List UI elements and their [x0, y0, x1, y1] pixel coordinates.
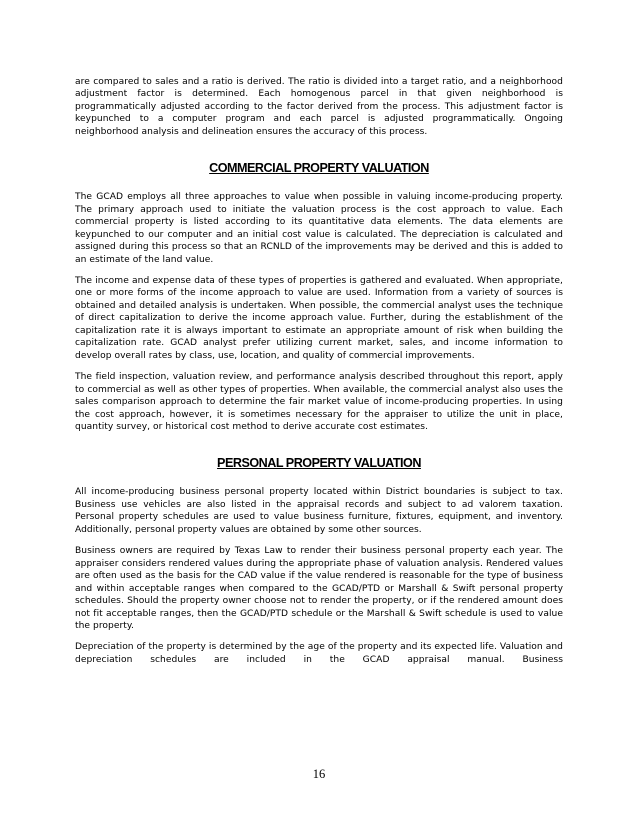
commercial-paragraph-3: The field inspection, valuation review, and performance analysis described throughout this report, apply to commercial as well as other types of properties. When available, the commercial analyst also uses the sales comparison approach to determine the fair market value of income-producing properties. In using the cost approach, however, it is sometimes necessary for the appraiser to utilize the unit in place, quantity survey, or historical cost method to derive accurate cost estimates. [75, 372, 563, 432]
intro-paragraph: are compared to sales and a ratio is derived. The ratio is divided into a target ratio, and a neighborhood adjustment factor is determined. Each homogenous parcel in that given neighborhood is programmatically adjusted according to the factor derived from the process. This adjustment factor is keypunched to a computer program and each parcel is adjusted programmatically. Ongoing neighborhood analysis and delineation ensures the accuracy of this process. [75, 77, 563, 137]
personal-paragraph-1: All income-producing business personal property located within District boundaries is subject to tax. Business use vehicles are also listed in the appraisal records and subject to ad valorem taxation. Personal property schedules are used to value business furniture, fixtures, equipment, and inventory. Additionally, personal property values are obtained by some other sources. [75, 487, 563, 535]
commercial-valuation-heading: COMMERCIAL PROPERTY VALUATION [209, 161, 429, 176]
commercial-paragraph-2: The income and expense data of these types of properties is gathered and evaluated. When appropriate, one or more forms of the income approach to value are used. Information from a variety of sources is obtained and detailed analysis is undertaken. When possible, the commercial analyst uses the technique of direct capitalization to derive the income approach value. Further, during the establishment of the capitalization rate it is always important to estimate an appropriate amount of risk when building the capitalization rate. GCAD analyst prefer utilizing current market, sales, and income information to develop overall rates by class, use, location, and quality of commercial improvements. [75, 275, 563, 361]
page-content [75, 76, 563, 675]
personal-paragraph-3: Depreciation of the property is determined by the age of the property and its expected life. Valuation and depreciation schedules are included in the GCAD appraisal manual. Business [75, 642, 563, 665]
personal-valuation-heading: PERSONAL PROPERTY VALUATION [217, 456, 421, 471]
commercial-paragraph-1: The GCAD employs all three approaches to value when possible in valuing income-producing property. The primary approach used to initiate the valuation process is the cost approach to value. Each commercial property is listed according to its quantitative data elements. The data elements are keypunched to our computer and an initial cost value is calculated. The depreciation is calculated and assigned during this process so that an RCNLD of the improvements may be derived and this is added to an estimate of the land value. [75, 192, 563, 265]
page-number: 16 [312, 767, 326, 781]
personal-paragraph-2: Business owners are required by Texas Law to render their business personal property each year. The appraiser considers rendered values during the appropriate phase of valuation analysis. Rendered values are often used as the basis for the CAD value if the value rendered is reasonable for the type of business and within acceptable ranges when compared to the GCAD/PTD or Marshall & Swift personal property schedules. Should the property owner choose not to render the property, or if the rendered amount does not fit acceptable ranges, then the GCAD/PTD schedule or the Marshall & Swift schedule is used to value the property. [75, 546, 563, 631]
